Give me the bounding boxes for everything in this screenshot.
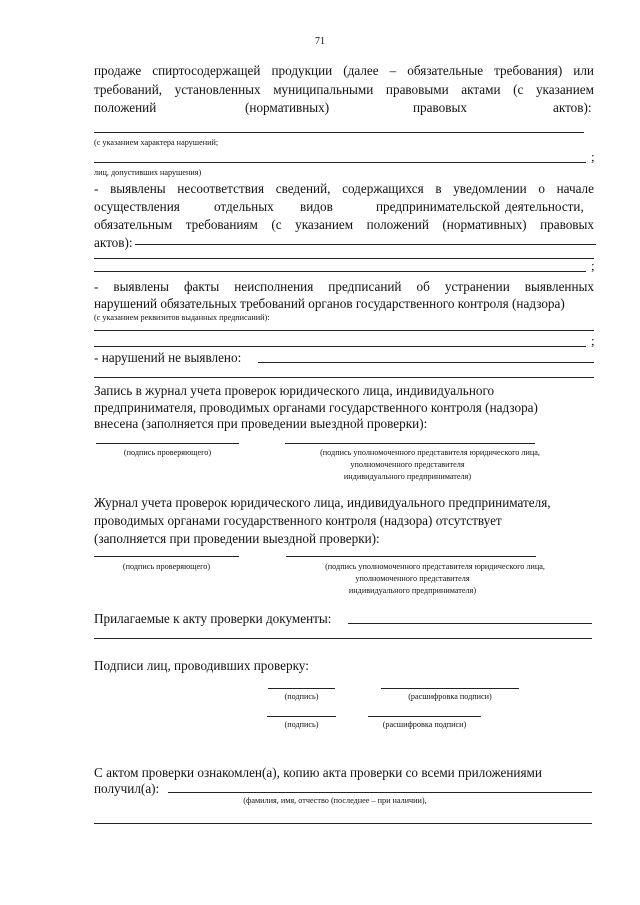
p2-word-4: предпринимательской — [376, 199, 501, 214]
p1-line-1: продаже спиртосодержащей продукции (далее – обязательные требования) или — [94, 63, 594, 78]
blank-line — [94, 271, 586, 272]
journal-entry-line-3: внесена (заполняется при проведении выездной проверки): — [94, 416, 428, 431]
decoding-caption: (расшифровка подписи) — [408, 692, 492, 701]
p2-line-1: - выявлены несоответствия сведений, содержащихся в уведомлении о начале — [94, 181, 594, 196]
p2-line-3: обязательным требованиям (с указанием положений (нормативных) правовых — [94, 217, 594, 232]
blank-line — [94, 258, 594, 259]
signature-line — [267, 716, 336, 717]
blank-line — [348, 623, 592, 624]
attached-documents-label: Прилагаемые к акту проверки документы: — [94, 611, 332, 626]
sig-representative-caption-1: (подпись уполномоченного представителя юридического лица, — [325, 562, 545, 571]
blank-line — [168, 792, 592, 793]
sig-representative-caption-3: индивидуального предпринимателя) — [343, 472, 472, 481]
sig-representative-caption-2: уполномоченного представителя — [355, 574, 470, 583]
blank-line — [94, 346, 586, 347]
decoding-caption: (расшифровка подписи) — [382, 720, 467, 729]
p2-word-1: осуществления — [94, 199, 180, 214]
p1-word-positions: положений — [94, 100, 157, 115]
p2-line-4: актов): — [94, 235, 133, 250]
semicolon: ; — [591, 149, 595, 164]
fio-caption: (фамилия, имя, отчество (последнее – при наличии), — [243, 796, 427, 805]
blank-line — [94, 638, 592, 639]
p1-word-legal: правовых — [413, 100, 467, 115]
signature-line — [286, 556, 536, 557]
p2-word-5: деятельности, — [505, 199, 584, 214]
blank-line — [94, 132, 584, 133]
signature-caption: (подпись) — [284, 720, 319, 729]
signature-line — [96, 443, 239, 444]
sig-inspector-caption: (подпись проверяющего) — [123, 448, 212, 457]
journal-absent-line-2: проводимых органами государственного контроля (надзора) отсутствует — [94, 513, 502, 528]
p1-line-2: требований, установленных муниципальными правовыми актами (с указанием — [94, 82, 594, 97]
p4-no-violations: - нарушений не выявлено: — [94, 350, 242, 365]
journal-entry-line-2: предпринимателя, проводимых органами государственного контроля (надзора) — [94, 400, 538, 415]
semicolon: ; — [591, 333, 595, 348]
journal-absent-line-3: (заполняется при проведении выездной проверки): — [94, 531, 380, 546]
p3-line-2: нарушений обязательных требований органов государственного контроля (надзора) — [94, 296, 565, 311]
signature-line — [94, 556, 239, 557]
p1-word-normative: (нормативных) — [245, 100, 330, 115]
p2-word-3: видов — [300, 199, 333, 214]
sig-representative-caption-1: (подпись уполномоченного представителя юридического лица, — [320, 448, 540, 457]
journal-entry-line-1: Запись в журнал учета проверок юридического лица, индивидуального — [94, 383, 495, 398]
blank-line — [258, 362, 594, 363]
acquainted-line-2: получил(а): — [94, 781, 160, 796]
blank-line — [135, 244, 596, 245]
blank-line — [94, 162, 586, 163]
signature-line — [285, 443, 535, 444]
blank-line — [94, 823, 592, 824]
p2-word-2: отдельных — [214, 199, 274, 214]
note-violation-character: (с указанием характера нарушений; — [94, 138, 219, 147]
semicolon: ; — [591, 258, 595, 273]
blank-line — [94, 377, 594, 378]
page-number: 71 — [315, 36, 325, 47]
acquainted-line-1: С актом проверки ознакомлен(а), копию акта проверки со всеми приложениями — [94, 765, 542, 780]
signature-line — [268, 688, 335, 689]
signature-line — [368, 716, 481, 717]
blank-line — [94, 330, 594, 331]
note-prescriptions: (с указанием реквизитов выданных предписаний): — [94, 313, 270, 322]
p1-word-acts: актов): — [553, 100, 592, 115]
sig-inspector-caption: (подпись проверяющего) — [122, 562, 211, 571]
journal-absent-line-1: Журнал учета проверок юридического лица, индивидуального предпринимателя, — [94, 495, 551, 510]
note-persons: лиц, допустивших нарушения) — [94, 168, 202, 177]
sig-representative-caption-3: индивидуального предпринимателя) — [348, 586, 477, 595]
p3-line-1: - выявлены факты неисполнения предписаний об устранении выявленных — [94, 279, 594, 294]
signature-caption: (подпись) — [284, 692, 319, 701]
inspectors-signatures-label: Подписи лиц, проводивших проверку: — [94, 658, 309, 673]
sig-representative-caption-2: уполномоченного представителя — [350, 460, 465, 469]
signature-line — [381, 688, 519, 689]
